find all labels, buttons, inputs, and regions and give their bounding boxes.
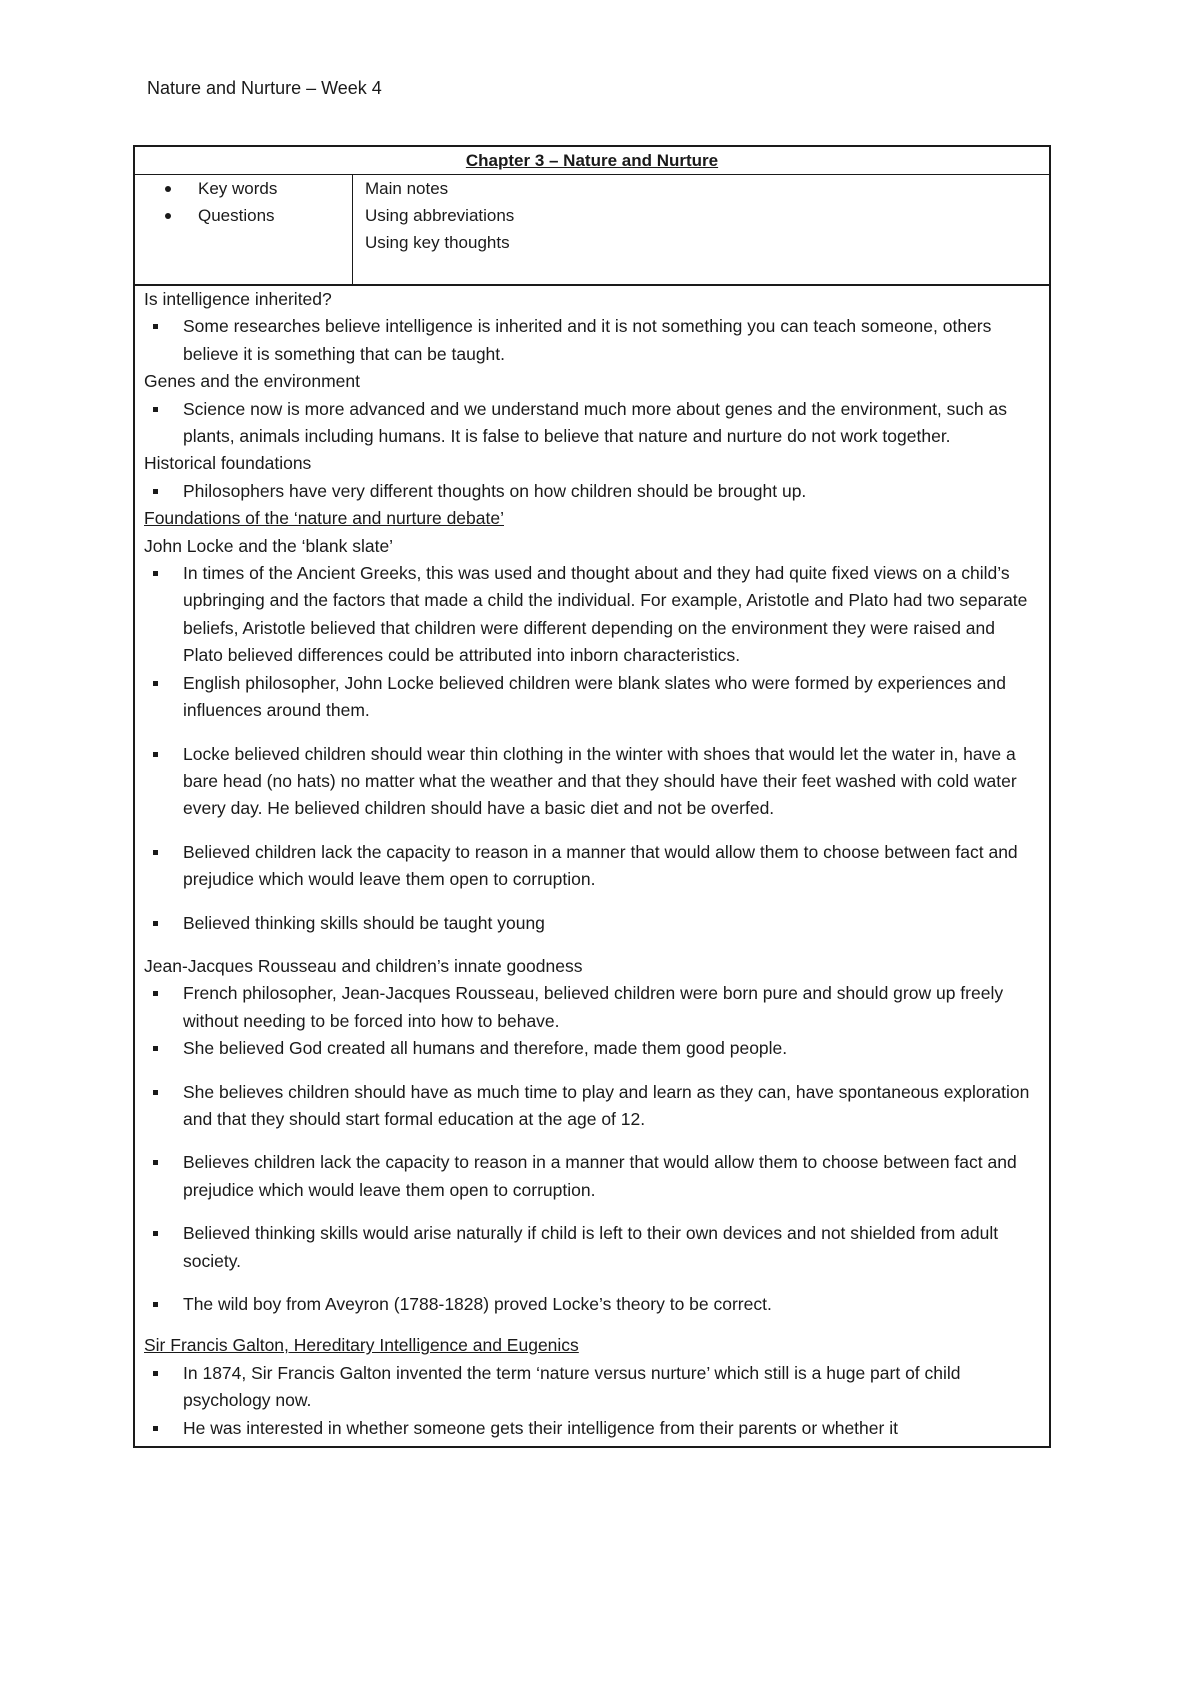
bullet-item: French philosopher, Jean-Jacques Rousseau, believed children were born pure and should grow up freely without needing to be forced into how to behave. xyxy=(144,980,1049,1035)
bullet-item: He was interested in whether someone gets their intelligence from their parents or whether it xyxy=(144,1415,1049,1442)
bullet-item: Believed thinking skills would arise naturally if child is left to their own devices and not shielded from adult society. xyxy=(144,1220,1049,1275)
bullet-item: Science now is more advanced and we understand much more about genes and the environment, such as plants, animals including humans. It is false to believe that nature and nurture do not work together. xyxy=(144,396,1049,451)
bullet-item: English philosopher, John Locke believed children were blank slates who were formed by experiences and influences around them. xyxy=(144,670,1049,725)
notes-body xyxy=(135,286,1049,1446)
bullet-item: Some researches believe intelligence is inherited and it is not something you can teach someone, others believe it is something that can be taught. xyxy=(144,313,1049,368)
table-title-row xyxy=(135,147,1049,175)
main-note-item: Using key thoughts xyxy=(365,233,510,252)
section-heading: Jean-Jacques Rousseau and children’s innate goodness xyxy=(144,955,583,976)
bullet-item: She believed God created all humans and therefore, made them good people. xyxy=(144,1035,1049,1062)
bullet-item: The wild boy from Aveyron (1788-1828) proved Locke’s theory to be correct. xyxy=(144,1291,1049,1318)
main-notes-column xyxy=(353,175,1049,284)
bullet-item: Believes children lack the capacity to reason in a manner that would allow them to choose between fact and prejudice which would leave them open to corruption. xyxy=(144,1149,1049,1204)
section-heading: Foundations of the ‘nature and nurture debate’ xyxy=(144,508,504,529)
section-heading: Historical foundations xyxy=(144,453,312,474)
chapter-title: Chapter 3 – Nature and Nurture xyxy=(465,151,719,170)
cue-item: Key words xyxy=(165,175,352,202)
section-heading: Is intelligence inherited? xyxy=(144,289,332,309)
section-heading: Sir Francis Galton, Hereditary Intelligence and Eugenics xyxy=(144,1335,579,1356)
cue-item: Questions xyxy=(165,202,352,229)
main-note-item: Using abbreviations xyxy=(365,206,515,225)
page-header: Nature and Nurture – Week 4 xyxy=(147,78,382,98)
bullet-item: Believed thinking skills should be taught young xyxy=(144,910,1049,937)
section-subheading: John Locke and the ‘blank slate’ xyxy=(144,535,394,556)
section-heading: Genes and the environment xyxy=(144,371,360,392)
bullet-item: She believes children should have as much time to play and learn as they can, have spontaneous exploration and that they should start formal education at the age of 12. xyxy=(144,1079,1049,1134)
bullet-item: In 1874, Sir Francis Galton invented the term ‘nature versus nurture’ which still is a huge part of child psychology now. xyxy=(144,1360,1049,1415)
bullet-item: Locke believed children should wear thin clothing in the winter with shoes that would let the water in, have a bare head (no hats) no matter what the weather and that they should have their feet washed with cold water every day. He believed children should have a basic diet and not be overfed. xyxy=(144,741,1049,823)
bullet-item: Philosophers have very different thoughts on how children should be brought up. xyxy=(144,478,1049,505)
main-note-item: Main notes xyxy=(365,179,449,198)
table-header-row xyxy=(135,175,1049,286)
bullet-item: In times of the Ancient Greeks, this was used and thought about and they had quite fixed views on a child’s upbringing and the factors that made a child the individual. For example, Aristotle and Plato had two separate beliefs, Aristotle believed that children were different depending on the environment they were raised and Plato believed differences could be attributed into inborn characteristics. xyxy=(144,560,1049,670)
bullet-item: Believed children lack the capacity to reason in a manner that would allow them to choose between fact and prejudice which would leave them open to corruption. xyxy=(144,839,1049,894)
cornell-notes-table xyxy=(133,145,1051,1448)
cue-column xyxy=(135,175,353,284)
